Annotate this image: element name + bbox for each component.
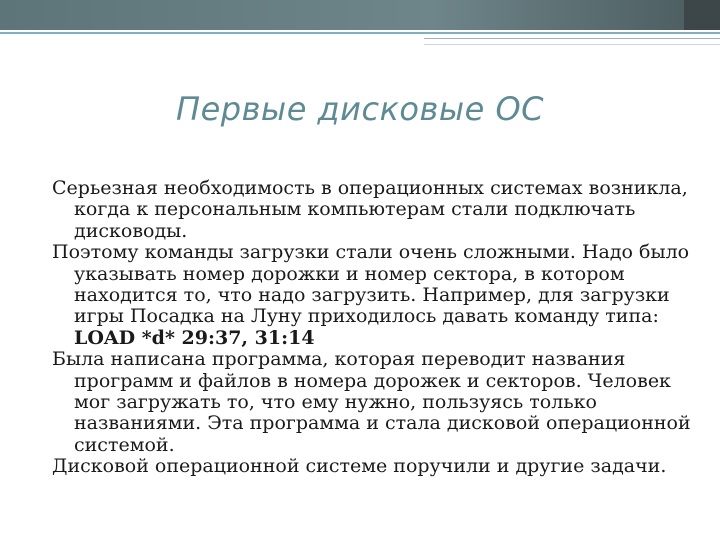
paragraph [52,349,692,456]
accent-line-short-light [424,44,720,45]
paragraph [52,456,692,477]
top-bar-fill [0,0,720,30]
top-bar-corner [684,0,720,30]
paragraph [52,178,692,242]
paragraph [52,242,692,349]
paragraph-text: Дисковой операционной системе поручили и другие задачи. [52,455,667,478]
top-decorative-bar [0,0,720,30]
paragraph-text: Была написана программа, которая переводит названия программ и файлов в номера дорожек и секторов. Человек мог загружать то, что ему нужно, пользуясь только названиями. Эта программа и стала дисковой операционной системой. [52,348,691,456]
accent-line-short [424,38,720,39]
accent-line [0,32,720,34]
slide-title: Первые дисковые ОС [176,90,544,128]
paragraph-text: Поэтому команды загрузки стали очень сложными. Надо было указывать номер дорожки и номер сектора, в котором находится то, что надо загрузить. Например, для загрузки игры Посадка на Луну приходилось давать команду типа: [52,241,690,328]
paragraph-text: Серьезная необходимость в операционных системах возникла, когда к персональным компьютерам стали подключать дисководы. [52,177,688,242]
slide-body [52,178,692,478]
command-example: LOAD *d* 29:37, 31:14 [74,326,315,349]
